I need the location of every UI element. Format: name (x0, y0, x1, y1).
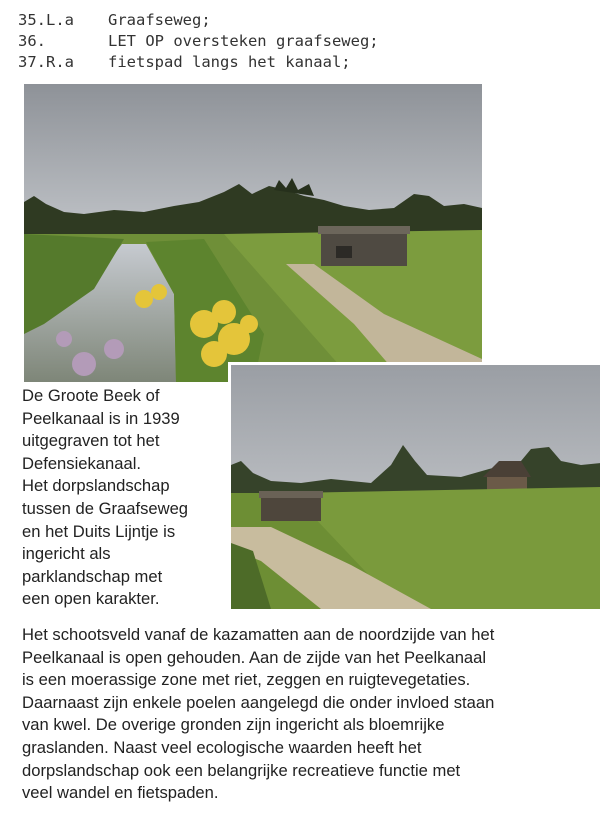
photo-meadow-with-farmhouse (228, 362, 600, 609)
route-step-number: 36. (18, 32, 46, 50)
text-line: Het dorpslandschap (22, 476, 170, 496)
text-line: is een moerassige zone met riet, zeggen en ruigtevegetaties. (22, 670, 471, 690)
text-line: graslanden. Naast veel ecologische waarden heeft het (22, 737, 422, 757)
text-line: parklandschap met (22, 566, 163, 586)
text-line: Daarnaast zijn enkele poelen aangelegd die onder invloed staan (22, 692, 495, 712)
text-line: Het schootsveld vanaf de kazamatten aan de noordzijde van het (22, 625, 495, 644)
text-line: tussen de Graafseweg (22, 498, 189, 518)
text-line: Peelkanaal is in 1939 (22, 408, 180, 428)
route-step-number: 37.R.a (18, 53, 74, 71)
text-line: van kwel. De overige gronden zijn ingericht als bloemrijke (22, 715, 445, 735)
intro-paragraph (22, 385, 226, 611)
text-line: een open karakter. (22, 589, 160, 609)
text-line: Defensiekanaal. (22, 453, 142, 473)
route-step-text: LET OP oversteken graafseweg; (108, 32, 379, 50)
text-line: uitgegraven tot het (22, 431, 160, 451)
photo-canal-with-bunker (24, 84, 482, 382)
text-line: veel wandel en fietspaden. (22, 783, 219, 803)
text-line: en het Duits Lijntje is (22, 521, 176, 541)
route-step-number: 35.L.a (18, 11, 74, 29)
route-step-text: fietspad langs het kanaal; (108, 53, 351, 71)
text-line: Peelkanaal is open gehouden. Aan de zijde van het Peelkanaal (22, 647, 487, 667)
text-line: dorpslandschap ook een belangrijke recreatieve functie met (22, 760, 461, 780)
text-line: De Groote Beek of (22, 386, 160, 405)
main-paragraph (22, 624, 582, 805)
route-step-text: Graafseweg; (108, 11, 211, 29)
text-line: ingericht als (22, 544, 111, 564)
